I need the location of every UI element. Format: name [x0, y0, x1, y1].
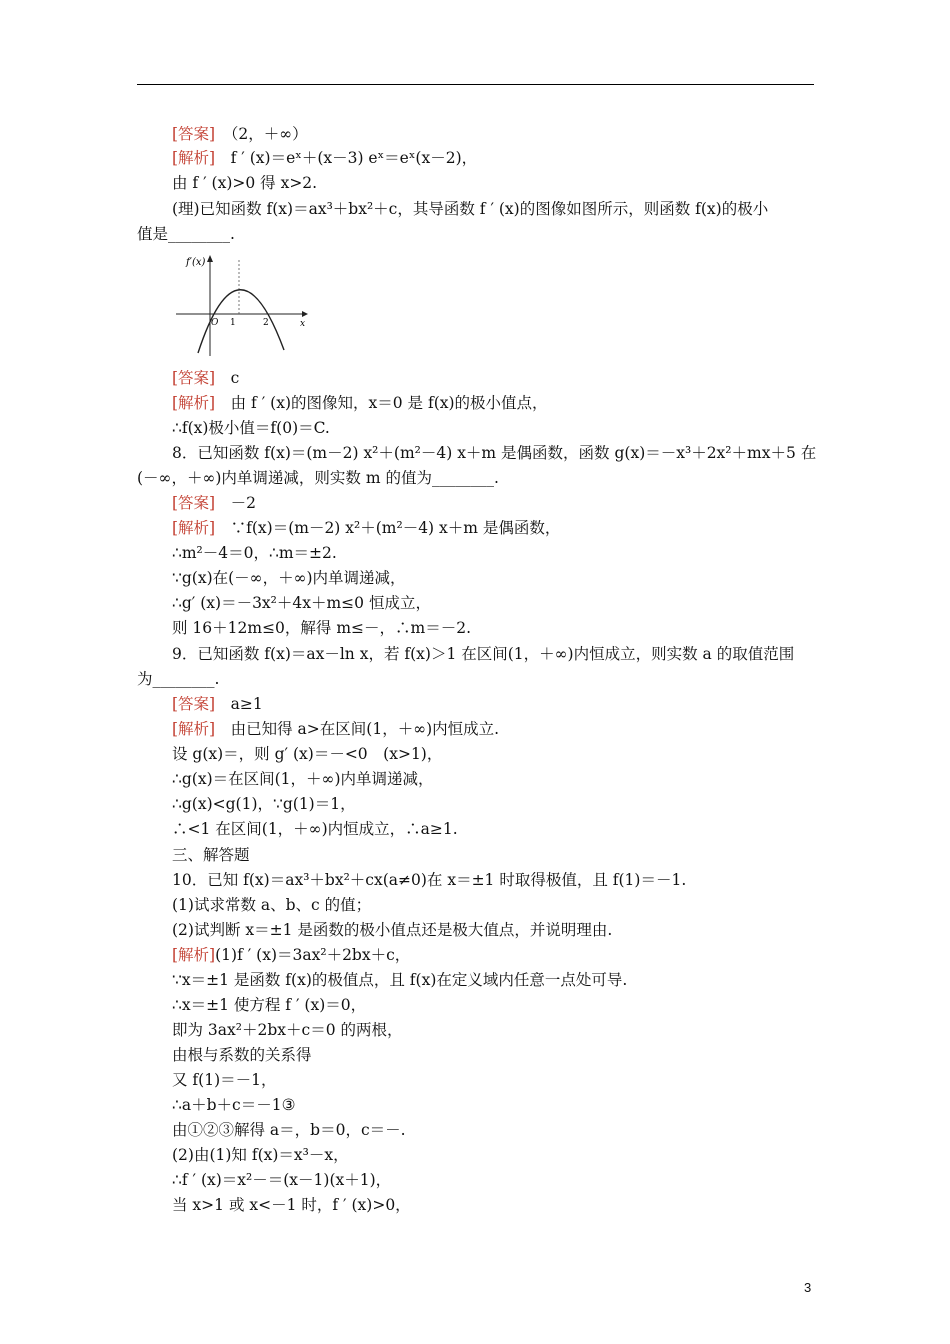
section-heading: 三、解答题	[172, 846, 250, 864]
text-line: 由根与系数的关系得	[172, 1046, 312, 1064]
text-line: ∴x＝±1 使方程 f ′ (x)＝0，	[172, 996, 367, 1014]
text-line: [答案] －2	[172, 494, 256, 512]
text-line: 则 16＋12m≤0，解得 m≤－，∴m＝－2.	[172, 619, 472, 637]
y-axis-arrow	[207, 255, 213, 262]
text-line: ∴f(x)极小值＝f(0)＝C.	[172, 419, 330, 437]
text-line: 当 x>1 或 x<－1 时，f ′ (x)>0，	[172, 1196, 411, 1214]
header-rule	[137, 84, 814, 85]
text-line: 即为 3ax²＋2bx＋c＝0 的两根，	[172, 1021, 403, 1039]
text-line: [解析] f ′ (x)＝eˣ＋(x－3) eˣ＝eˣ(x－2)，	[172, 149, 478, 167]
text-line: [答案] （2，＋∞）	[172, 125, 308, 143]
text-line: [解析](1)f ′ (x)＝3ax²＋2bx＋c，	[172, 946, 411, 964]
text-line: ∴m²－4＝0，∴m＝±2.	[172, 544, 337, 562]
text-line: [解析] 由已知得 a>在区间(1，＋∞)内恒成立.	[172, 720, 500, 738]
text-line: ∵x＝±1 是函数 f(x)的极值点，且 f(x)在定义域内任意一点处可导.	[172, 971, 628, 989]
text-line: (1)试求常数 a、b、c 的值；	[172, 896, 372, 914]
text-line: [解析] 由 f ′ (x)的图像知，x＝0 是 f(x)的极小值点，	[172, 394, 548, 412]
text-line: ∴f ′ (x)＝x²－＝(x－1)(x＋1)，	[172, 1171, 392, 1189]
derivative-graph	[172, 250, 312, 360]
text-line: 由 f ′ (x)>0 得 x>2.	[172, 174, 318, 192]
text-line: 设 g(x)＝，则 g′ (x)＝－<0 (x>1)，	[172, 745, 443, 763]
origin-label: O	[211, 318, 219, 328]
text-line: (－∞，＋∞)内单调递减，则实数 m 的值为________.	[137, 469, 499, 487]
text-line: (2)由(1)知 f(x)＝x³－x，	[172, 1146, 349, 1164]
x-axis-arrow	[302, 311, 308, 317]
text-line: 又 f(1)＝－1，	[172, 1071, 277, 1089]
text-line: 10．已知 f(x)＝ax³＋bx²＋cx(a≠0)在 x＝±1 时取得极值，且 f(1)＝－1.	[172, 871, 687, 889]
text-line: ∴g(x)<g(1)，∵g(1)＝1，	[172, 795, 356, 813]
text-line: 8．已知函数 f(x)＝(m－2) x²＋(m²－4) x＋m 是偶函数，函数 g(x)＝－x³＋2x²＋mx＋5 在	[172, 444, 817, 462]
text-line: [答案] c	[172, 369, 240, 387]
text-line: [解析] ∵f(x)＝(m－2) x²＋(m²－4) x＋m 是偶函数，	[172, 519, 561, 537]
y-axis-label: f′(x)	[186, 257, 206, 268]
text-line: [答案] a≥1	[172, 695, 263, 713]
text-line: (理)已知函数 f(x)＝ax³＋bx²＋c，其导函数 f ′ (x)的图像如图所示，则函数 f(x)的极小	[172, 200, 769, 218]
text-line: ∴<1 在区间(1，＋∞)内恒成立，∴a≥1.	[172, 820, 458, 838]
x-axis-label: x	[300, 319, 306, 329]
text-line: 为________.	[137, 670, 220, 688]
page-number: 3	[804, 1280, 812, 1295]
text-line: 由①②③解得 a＝，b＝0，c＝－.	[172, 1121, 406, 1139]
text-line: (2)试判断 x＝±1 是函数的极小值点还是极大值点，并说明理由.	[172, 921, 613, 939]
text-line: 值是________.	[137, 225, 235, 243]
text-line: ∴a＋b＋c＝－1③	[172, 1096, 296, 1114]
text-line: 9．已知函数 f(x)＝ax－ln x，若 f(x)＞1 在区间(1，＋∞)内恒成立，则实数 a 的取值范围	[172, 645, 795, 663]
tick-label-1: 1	[230, 318, 236, 328]
text-line: ∴g′ (x)＝－3x²＋4x＋m≤0 恒成立，	[172, 594, 431, 612]
text-line: ∴g(x)＝在区间(1，＋∞)内单调递减，	[172, 770, 434, 788]
text-line: ∵g(x)在(－∞，＋∞)内单调递减，	[172, 569, 406, 587]
tick-label-2: 2	[263, 318, 269, 328]
